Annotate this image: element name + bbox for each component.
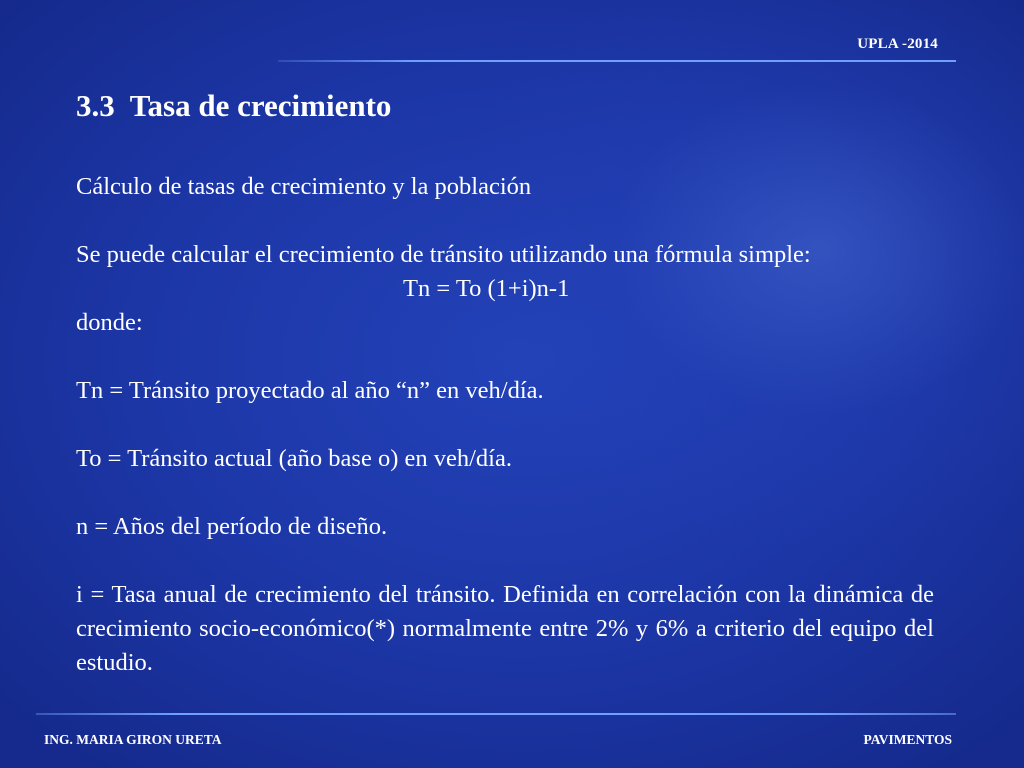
- definition-to: To = Tránsito actual (año base o) en veh/día.: [76, 445, 512, 472]
- spacer: [76, 544, 934, 578]
- spacer: [76, 476, 934, 510]
- spacer: [76, 204, 934, 238]
- spacer: [76, 340, 934, 374]
- header-label: UPLA -2014: [857, 36, 938, 52]
- slide-subtitle: Cálculo de tasas de crecimiento y la población: [76, 173, 532, 200]
- header-divider: [278, 60, 956, 62]
- definition-n: n = Años del período de diseño.: [76, 513, 388, 540]
- slide-title: 3.3 Tasa de crecimiento: [76, 88, 392, 123]
- growth-formula: Tn = To (1+i)n-1: [403, 275, 570, 302]
- intro-paragraph: Se puede calcular el crecimiento de tránsito utilizando una fórmula simple:: [76, 241, 811, 268]
- spacer: [76, 408, 934, 442]
- definition-i: i = Tasa anual de crecimiento del tránsito. Definida en correlación con la dinámica de crecimiento socio-económico(*) normalmente entre 2% y 6% a criterio del equipo del estudio.: [76, 581, 934, 676]
- footer-divider: [36, 713, 956, 715]
- footer-author: ING. MARIA GIRON URETA: [44, 732, 222, 747]
- definition-tn: Tn = Tránsito proyectado al año “n” en veh/día.: [76, 377, 544, 404]
- where-label: donde:: [76, 309, 143, 336]
- slide-body: [76, 170, 934, 680]
- footer-course: PAVIMENTOS: [863, 732, 952, 747]
